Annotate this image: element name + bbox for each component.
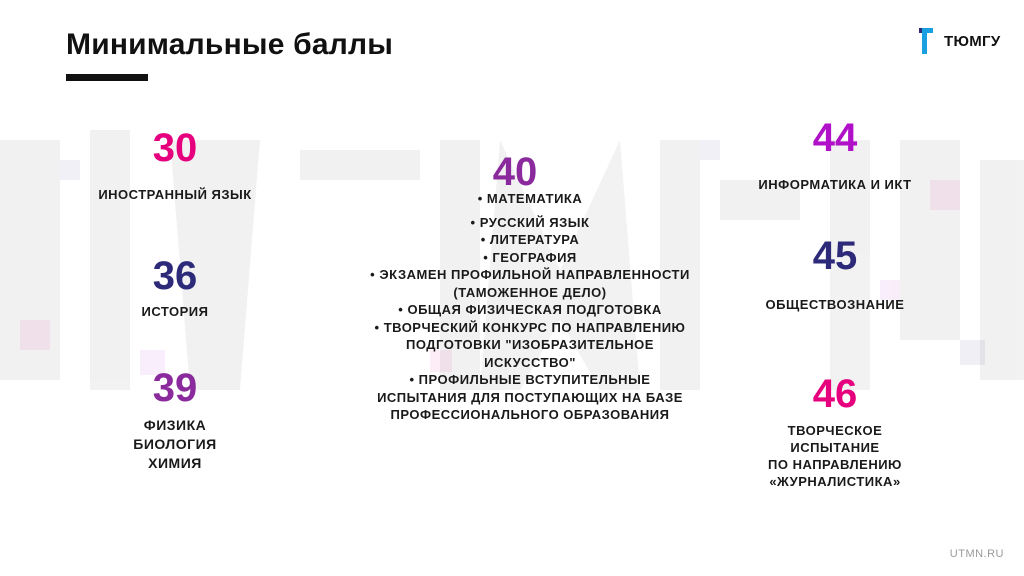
subject-label: ИСТОРИЯ bbox=[141, 304, 209, 319]
page-title: Минимальные баллы bbox=[66, 28, 394, 61]
subject-label: ИСПЫТАНИЕ bbox=[790, 440, 880, 455]
score-value: 44 bbox=[812, 116, 858, 160]
score-block-30 bbox=[70, 128, 280, 203]
logo-text: ТЮМГУ bbox=[944, 32, 1001, 50]
subject-label: ИНОСТРАННЫЙ ЯЗЫК bbox=[98, 187, 252, 202]
list-item: • ПРОФИЛЬНЫЕ ВСТУПИТЕЛЬНЫЕ ИСПЫТАНИЯ ДЛЯ ПОСТУПАЮЩИХ НА БАЗЕ ПРОФЕССИОНАЛЬНОГО ОБРАЗОВАНИЯ bbox=[377, 372, 683, 422]
list-item: • ЭКЗАМЕН ПРОФИЛЬНОЙ НАПРАВЛЕННОСТИ (ТАМОЖЕННОЕ ДЕЛО) bbox=[370, 267, 690, 300]
list-item: • МАТЕМАТИКА bbox=[477, 191, 583, 206]
subject-label: ОБЩЕСТВОЗНАНИЕ bbox=[765, 297, 905, 312]
tyumgu-logo bbox=[916, 24, 1000, 58]
score-value: 45 bbox=[812, 234, 858, 278]
subject-label: БИОЛОГИЯ bbox=[133, 436, 217, 452]
score-block-45 bbox=[740, 236, 930, 313]
footer-url: UTMN.RU bbox=[949, 548, 1004, 560]
score-value: 46 bbox=[812, 372, 858, 416]
subject-label: ФИЗИКА bbox=[143, 417, 207, 433]
score-value: 39 bbox=[152, 366, 198, 410]
score-block-44 bbox=[740, 118, 930, 193]
subject-label: ХИМИЯ bbox=[148, 455, 202, 471]
list-item: • ЛИТЕРАТУРА bbox=[480, 232, 580, 247]
subject-label: «ЖУРНАЛИСТИКА» bbox=[769, 474, 901, 489]
list-item: • ТВОРЧЕСКИЙ КОНКУРС ПО НАПРАВЛЕНИЮ ПОДГОТОВКИ "ИЗОБРАЗИТЕЛЬНОЕ ИСКУССТВО" bbox=[374, 319, 686, 370]
score-block-36 bbox=[70, 256, 280, 320]
score-value: 36 bbox=[152, 254, 198, 298]
list-item: • ОБЩАЯ ФИЗИЧЕСКАЯ ПОДГОТОВКА bbox=[398, 302, 662, 317]
list-item: • РУССКИЙ ЯЗЫК bbox=[470, 214, 590, 230]
logo-mark-icon bbox=[916, 26, 936, 56]
subject-label: ПО НАПРАВЛЕНИЮ bbox=[768, 457, 902, 472]
list-item: • ГЕОГРАФИЯ bbox=[483, 249, 577, 265]
score-block-39 bbox=[70, 368, 280, 473]
center-subject-list bbox=[300, 190, 760, 424]
score-value: 30 bbox=[152, 126, 198, 170]
score-value-40: 40 bbox=[492, 150, 538, 194]
subject-label: ИНФОРМАТИКА И ИКТ bbox=[758, 177, 912, 192]
subject-label: ТВОРЧЕСКОЕ bbox=[787, 423, 883, 438]
title-underline bbox=[66, 74, 148, 81]
score-block-46 bbox=[740, 374, 930, 490]
